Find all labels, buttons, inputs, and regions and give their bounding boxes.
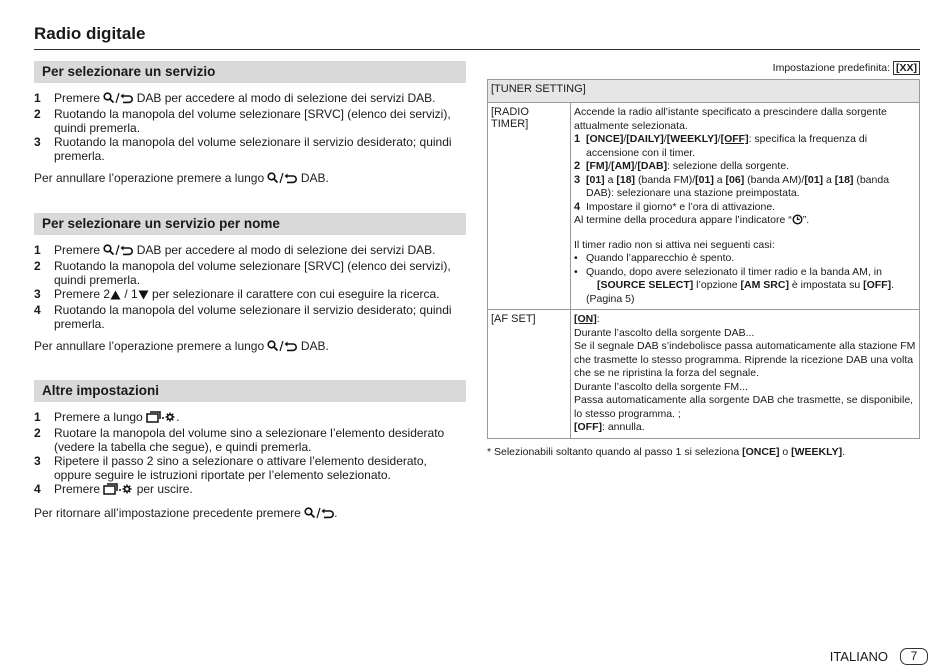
- table-row: [488, 103, 920, 310]
- clock-icon: [792, 214, 803, 230]
- menu-settings-icon: [146, 411, 176, 426]
- footnote: [487, 446, 920, 459]
- case-text: è impostata su: [788, 279, 864, 291]
- source-select-option: [SOURCE SELECT]: [597, 279, 694, 291]
- list-item: [34, 426, 466, 454]
- section-heading-select-service: Per selezionare un servizio: [34, 61, 466, 83]
- preset-value: [18]: [834, 173, 854, 186]
- af-text: Se il segnale DAB s’indebolisce passa automaticamente alla stazione FM che trasmette lo stesso programma. Riprende la ricezione DAB una volta che se ne ripristina la forza del segnale.: [574, 340, 916, 379]
- option-am: [AM]: [611, 160, 635, 172]
- separator: :: [596, 313, 600, 325]
- step-text: per uscire.: [133, 482, 193, 496]
- case-text: . (Pagina 5): [586, 279, 895, 305]
- separator: /: [717, 133, 721, 145]
- default-value: [XX]: [893, 61, 920, 75]
- step-text: Ripetere il passo 2 sino a selezionare o attivare l’elemento desiderato, oppure seguire le istruzioni riportate per l’elemento selezionato.: [54, 454, 427, 482]
- option-dab: [DAB]: [637, 160, 668, 172]
- default-setting-legend: [487, 61, 920, 76]
- list-item: [34, 107, 466, 135]
- option-off: [OFF]: [574, 421, 602, 433]
- cases-title: Il timer radio non si attiva nei seguenti casi:: [574, 238, 775, 251]
- footnote-text: o: [779, 445, 792, 458]
- step-text: Ruotando la manopola del volume selezionare [SRVC] (elenco dei servizi), quindi premerla.: [54, 107, 451, 135]
- step-text: Premere: [54, 482, 104, 496]
- list-item: [34, 91, 466, 107]
- option-once: [ONCE]: [742, 445, 780, 458]
- right-column: [487, 61, 920, 459]
- page-number: 7: [900, 648, 928, 665]
- step-number: 3: [34, 454, 41, 468]
- step-text: .: [176, 410, 180, 424]
- step-number: 1: [34, 91, 41, 105]
- footnote-star: *: [487, 445, 492, 458]
- af-text: Durante l’ascolto della sorgente DAB...: [574, 326, 755, 339]
- separator: /: [608, 160, 612, 172]
- step-text: (banda DAB): selezionare una stazione preimpostata.: [586, 173, 890, 199]
- note-text: ”.: [802, 214, 810, 226]
- note-text: Al termine della procedura appare l’indicatore “: [574, 214, 792, 226]
- completion-note: [574, 214, 916, 230]
- step-text: DAB per accedere al modo di selezione dei servizi DAB.: [133, 243, 436, 257]
- step-number: 2: [34, 259, 41, 273]
- list-item: [574, 174, 916, 201]
- steps-select-service: [34, 91, 466, 163]
- step-text: per selezionare il carattere con cui eseguire la ricerca.: [148, 287, 440, 301]
- step-number: 1: [34, 410, 41, 424]
- tuner-setting-header: [TUNER SETTING]: [488, 80, 920, 103]
- step-number: 4: [34, 303, 41, 317]
- list-item: [34, 454, 466, 482]
- step-number: 2: [574, 160, 581, 172]
- note-text: .: [334, 506, 338, 520]
- step-number: 3: [34, 135, 41, 149]
- note-text: Per annullare l’operazione premere a lungo: [34, 339, 268, 353]
- footnote-text: .: [842, 445, 846, 458]
- footnote-text: Selezionabili soltanto quando al passo 1 si seleziona: [491, 445, 743, 458]
- search-back-icon: [267, 340, 297, 355]
- up-arrow-icon: [110, 289, 121, 303]
- list-item: [574, 266, 916, 307]
- option-off-default: [OFF]: [720, 133, 749, 145]
- section-heading-other-settings: Altre impostazioni: [34, 380, 466, 402]
- option-on-default: [ON]: [574, 313, 597, 325]
- off-option: [OFF]: [863, 279, 892, 291]
- search-back-icon: [267, 172, 297, 187]
- step-number: 3: [34, 287, 41, 301]
- title-divider: [34, 49, 920, 50]
- radio-timer-intro: Accende la radio all’istante specificato a prescindere dalla sorgente attualmente selezionata.: [574, 106, 887, 132]
- step-text: : specifica la frequenza di accensione con il timer.: [586, 133, 868, 159]
- list-item: [34, 259, 466, 287]
- left-column: [34, 61, 466, 522]
- search-back-icon: [304, 507, 334, 522]
- steps-select-by-name: [34, 243, 466, 331]
- radio-timer-key: [RADIO TIMER]: [488, 103, 571, 310]
- step-number: 3: [574, 173, 581, 186]
- af-text: Passa automaticamente alla sorgente DAB che trasmette, se disponibile, lo stesso programma. ;: [574, 394, 914, 420]
- search-back-icon: [103, 92, 133, 107]
- section-heading-select-by-name: Per selezionare un servizio per nome: [34, 213, 466, 235]
- step-text: Ruotando la manopola del volume selezionare il servizio desiderato; quindi premerla.: [54, 303, 452, 331]
- step-number: 1: [34, 243, 41, 257]
- af-text: : annulla.: [602, 421, 645, 433]
- option-daily: [DAILY]: [626, 133, 664, 145]
- separator: /: [623, 133, 627, 145]
- list-item: [574, 133, 916, 160]
- step-number: 1: [574, 133, 581, 145]
- step-text: Premere 2: [54, 287, 111, 301]
- bullet: •: [574, 252, 578, 264]
- step-number: 4: [34, 482, 41, 496]
- step-text: Ruotare la manopola del volume sino a selezionare l’elemento desiderato (vedere la tabella che segue), e quindi premerla.: [54, 426, 445, 454]
- list-item: [34, 135, 466, 163]
- step-text: Premere: [54, 91, 104, 105]
- option-weekly: [WEEKLY]: [791, 445, 843, 458]
- list-item: [574, 160, 916, 174]
- menu-settings-icon: [103, 483, 133, 498]
- step-number: 4: [574, 200, 581, 213]
- option-fm: [FM]: [586, 160, 609, 172]
- af-set-key: [AF SET]: [488, 310, 571, 439]
- note-text: DAB.: [297, 171, 329, 185]
- down-arrow-icon: [138, 289, 149, 303]
- step-text: a: [823, 173, 835, 186]
- step-number: 2: [34, 426, 41, 440]
- option-weekly: [WEEKLY]: [666, 133, 718, 145]
- step-text: (banda FM)/: [635, 173, 696, 186]
- step-text: Ruotando la manopola del volume selezionare [SRVC] (elenco dei servizi), quindi premerla.: [54, 259, 451, 287]
- default-label: Impostazione predefinita:: [772, 62, 890, 74]
- list-item: [34, 410, 466, 426]
- step-text: a: [713, 173, 726, 186]
- list-item: [574, 201, 916, 215]
- option-once: [ONCE]: [586, 133, 624, 145]
- preset-value: [18]: [616, 173, 636, 186]
- note-text: Per annullare l’operazione premere a lungo: [34, 171, 268, 185]
- list-item: [34, 243, 466, 259]
- search-back-icon: [103, 244, 133, 259]
- case-text: Quando, dopo avere selezionato il timer radio e la banda AM, in: [586, 265, 882, 278]
- return-note: [34, 506, 466, 522]
- step-text: : selezione della sorgente.: [667, 160, 790, 172]
- settings-table: [487, 79, 920, 439]
- step-text: Impostare il giorno* e l’ora di attivazione.: [586, 200, 776, 213]
- case-text: Quando l’apparecchio è spento.: [586, 252, 735, 264]
- preset-value: [01]: [804, 173, 824, 186]
- step-text: Premere: [54, 243, 104, 257]
- step-text: (banda AM)/: [744, 173, 805, 186]
- af-text: Durante l’ascolto della sorgente FM...: [574, 380, 748, 393]
- step-text: DAB per accedere al modo di selezione dei servizi DAB.: [133, 91, 436, 105]
- preset-value: [06]: [725, 173, 745, 186]
- separator: /: [634, 160, 638, 172]
- note-text: DAB.: [297, 339, 329, 353]
- preset-value: [01]: [586, 173, 605, 186]
- step-text: Premere a lungo: [54, 410, 147, 424]
- bullet: •: [574, 265, 578, 278]
- page-footer: [830, 648, 928, 665]
- step-number: 2: [34, 107, 41, 121]
- case-text: l’opzione: [693, 279, 741, 291]
- step-text: / 1: [121, 287, 138, 301]
- cancel-note: [34, 339, 466, 355]
- cancel-note: [34, 171, 466, 187]
- note-text: Per ritornare all’impostazione precedente premere: [34, 506, 305, 520]
- radio-timer-description: [571, 103, 920, 310]
- am-src-option: [AM SRC]: [740, 279, 789, 291]
- separator: /: [663, 133, 667, 145]
- page-title: Radio digitale: [34, 24, 146, 43]
- steps-other-settings: [34, 410, 466, 498]
- list-item: [574, 252, 916, 266]
- preset-value: [01]: [695, 173, 714, 186]
- step-text: Ruotando la manopola del volume selezionare il servizio desiderato; quindi premerla.: [54, 135, 452, 163]
- footer-language: ITALIANO: [829, 649, 888, 664]
- table-row: [488, 80, 920, 103]
- list-item: [34, 287, 466, 303]
- list-item: [34, 303, 466, 331]
- list-item: [34, 482, 466, 498]
- af-set-description: [571, 310, 920, 439]
- step-text: a: [604, 173, 617, 186]
- table-row: [488, 310, 920, 439]
